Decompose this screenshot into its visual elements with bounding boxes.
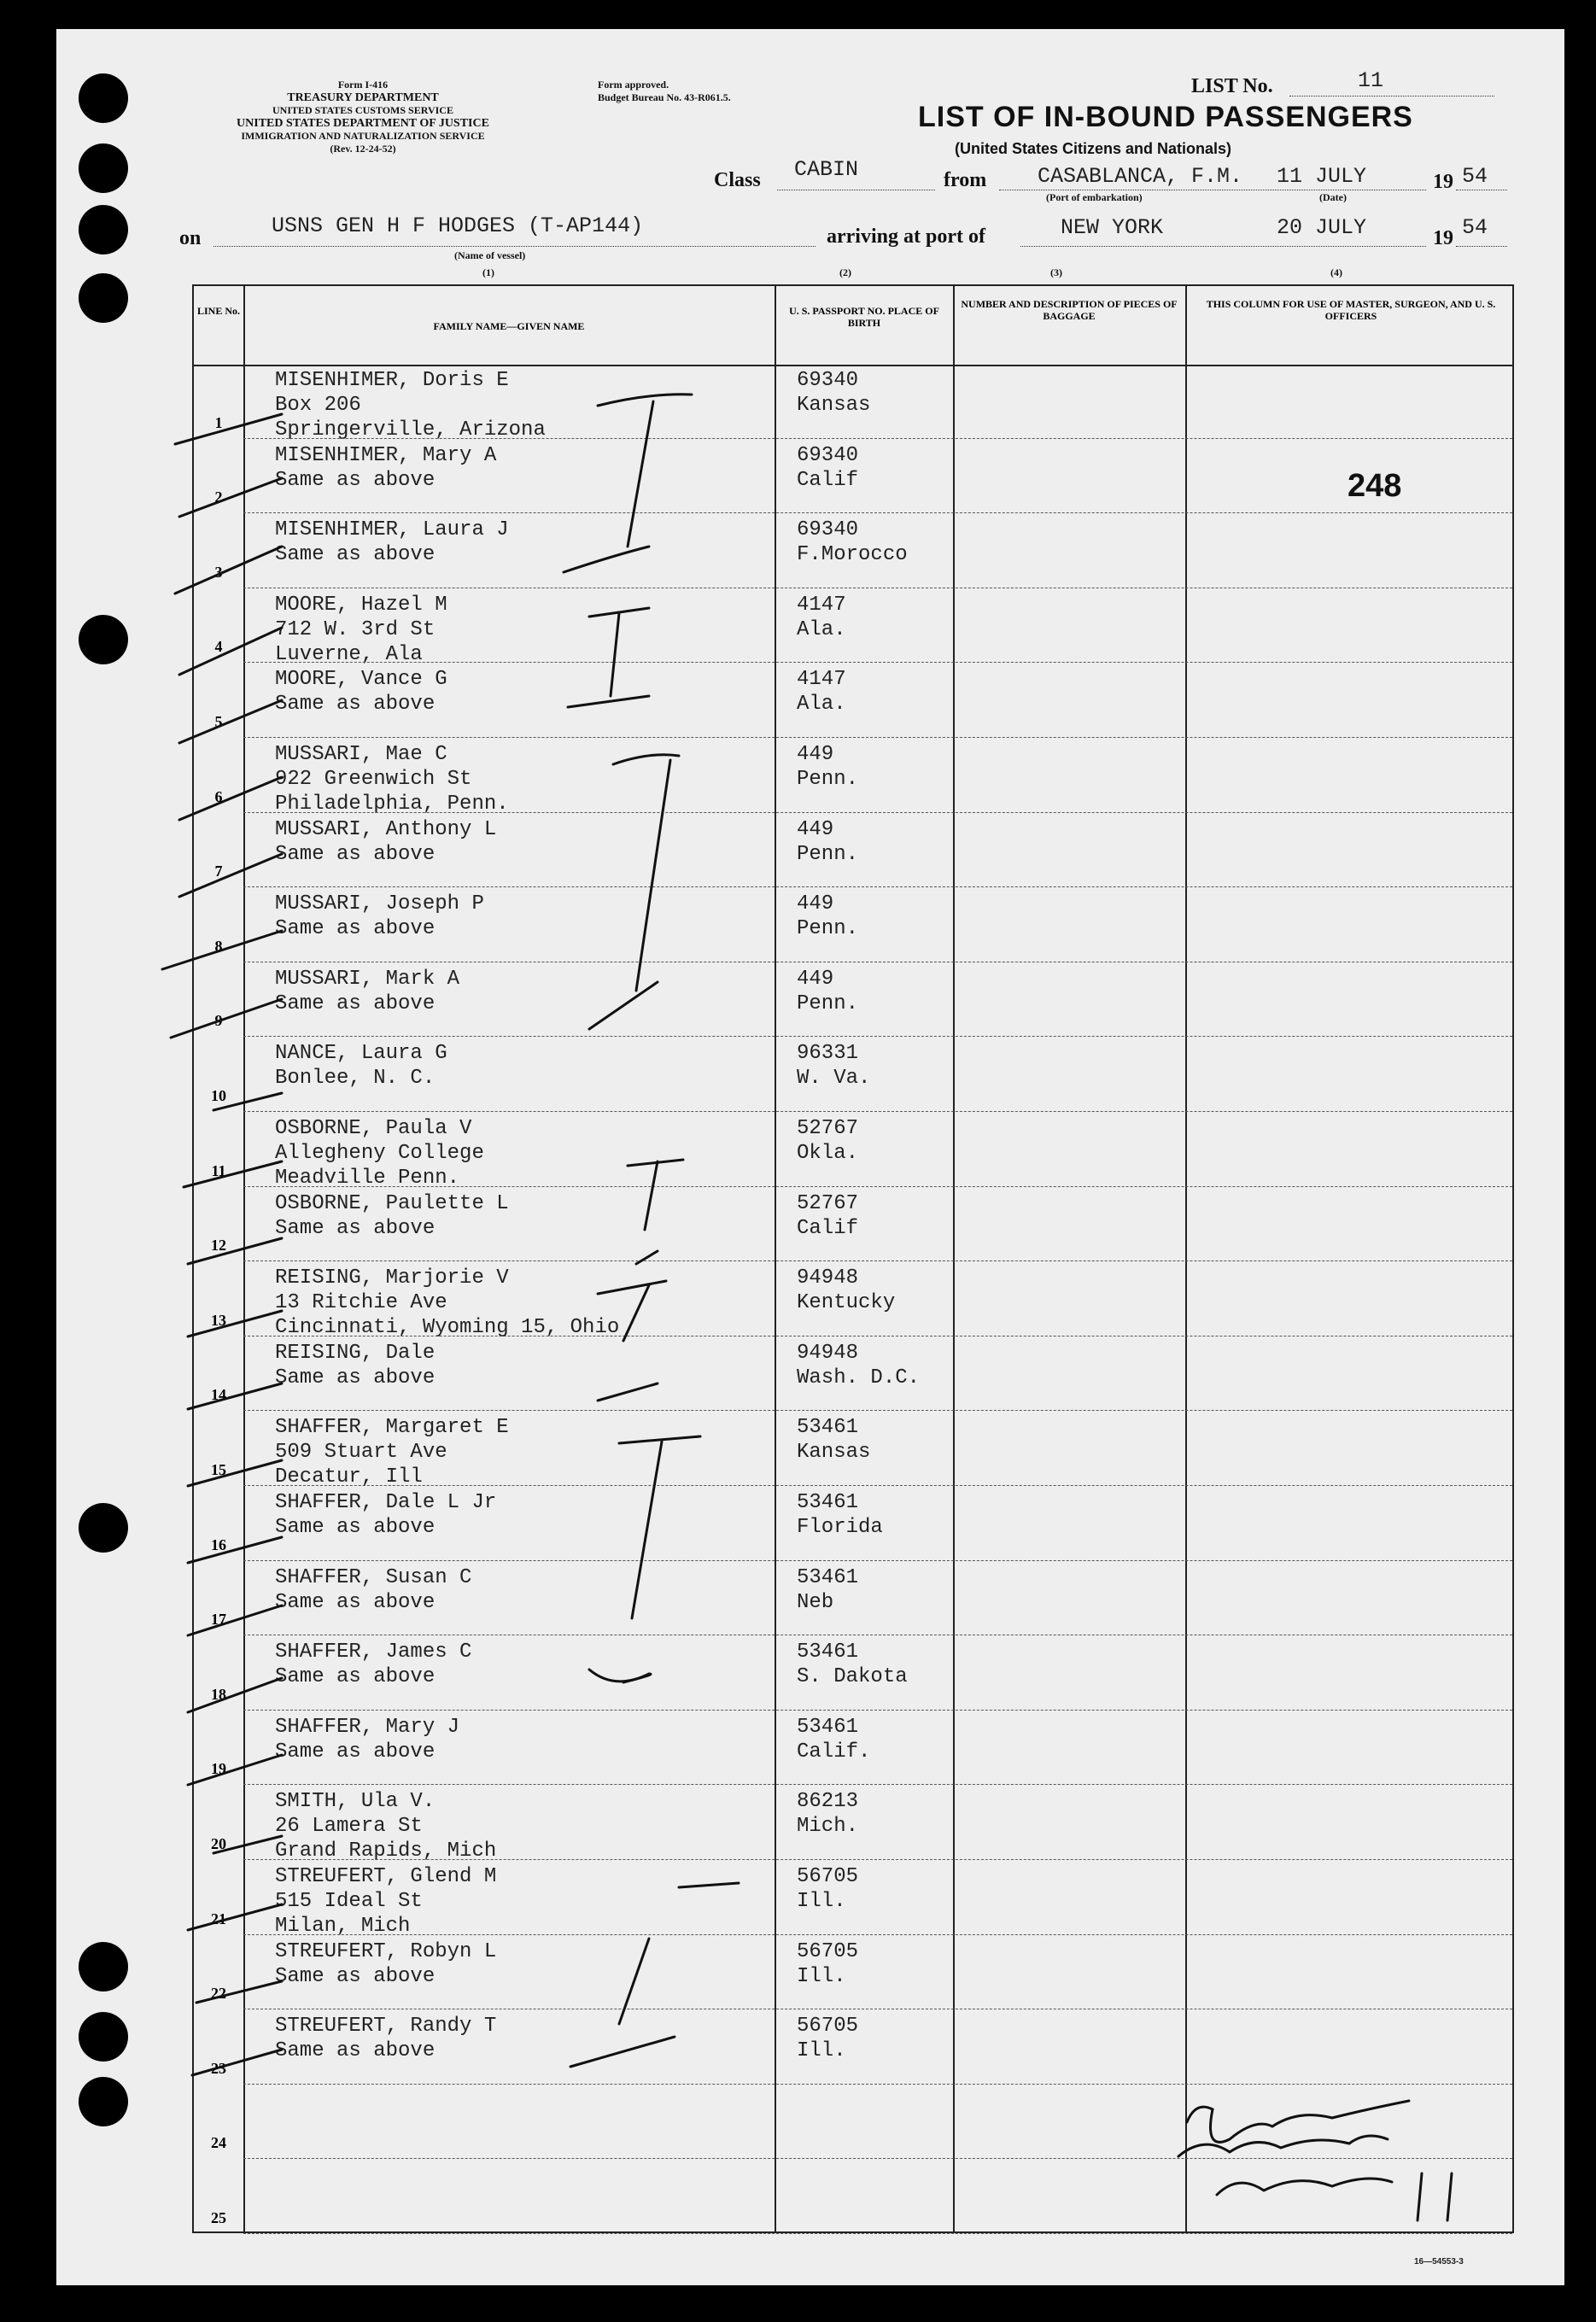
table-row (194, 1412, 1512, 1487)
place-of-birth: Kentucky (797, 1291, 896, 1315)
table-row (194, 2085, 1512, 2161)
table-row (194, 1188, 1512, 1263)
table-row (194, 589, 1512, 664)
passenger-name: STREUFERT, Glend M (275, 1865, 497, 1888)
row-divider (243, 2158, 1512, 2159)
line-number: 8 (214, 937, 223, 955)
passenger-address-line: Same as above (275, 1740, 436, 1763)
passport-birthplace (797, 1640, 908, 1689)
line-number: 4 (214, 638, 223, 656)
form-agency-block (171, 79, 555, 155)
passenger-table (192, 284, 1514, 2233)
table-row (194, 1262, 1512, 1340)
line-number: 24 (211, 2134, 226, 2152)
passport-number: 53461 (797, 1641, 859, 1664)
column-header-line: LINE No. (196, 305, 240, 317)
place-of-birth: Ill. (797, 1890, 846, 1913)
row-divider (243, 1710, 1512, 1711)
list-no-value: 11 (1358, 68, 1384, 93)
passenger-address-line: Same as above (275, 991, 436, 1015)
line-number: 23 (211, 2059, 226, 2077)
passenger-name: REISING, Marjorie V (275, 1266, 509, 1290)
row-divider (243, 1560, 1512, 1561)
vessel-line (213, 246, 816, 247)
table-row (194, 365, 1512, 440)
passport-birthplace (797, 1415, 870, 1465)
place-of-birth: Penn. (797, 768, 859, 791)
passenger-name: SHAFFER, Dale L Jr (275, 1491, 497, 1514)
passport-number: 449 (797, 817, 834, 841)
line-number: 11 (211, 1161, 226, 1179)
page-subtitle: (United States Citizens and Nationals) (955, 140, 1232, 157)
line-number: 17 (211, 1611, 226, 1629)
place-of-birth: Penn. (797, 991, 859, 1015)
binder-hole (79, 143, 128, 193)
passenger-name-address (275, 892, 484, 941)
passport-number: 52767 (797, 1191, 859, 1215)
place-of-birth: Ala. (797, 617, 846, 641)
line-number: 2 (214, 488, 223, 506)
table-row (194, 1337, 1512, 1413)
passenger-name-address (275, 1191, 509, 1241)
embarkation-year: 54 (1462, 164, 1488, 189)
page-title: LIST OF IN-BOUND PASSENGERS (918, 101, 1413, 133)
passenger-name: NANCE, Laura G (275, 1042, 447, 1066)
arrival-line (1020, 246, 1426, 247)
place-of-birth: S. Dakota (797, 1665, 908, 1689)
passenger-name-address (275, 443, 496, 493)
passenger-address-line: Same as above (275, 1516, 436, 1539)
table-row (194, 1861, 1512, 1936)
row-divider (243, 1036, 1512, 1037)
place-of-birth: Okla. (797, 1142, 859, 1165)
place-of-birth: Kansas (797, 1441, 871, 1465)
passport-number: 69340 (797, 518, 859, 542)
passenger-name: MUSSARI, Joseph P (275, 892, 484, 916)
passport-birthplace (797, 1789, 858, 1839)
row-divider (243, 2233, 1512, 2234)
line-number: 14 (211, 1386, 226, 1404)
passenger-name-address (275, 368, 546, 442)
passenger-address-line: 922 Greenwich St (275, 768, 472, 791)
place-of-birth: Calif. (797, 1740, 871, 1763)
line-number: 3 (214, 563, 223, 581)
form-revision: (Rev. 12-24-52) (330, 143, 396, 155)
table-row (194, 1038, 1512, 1113)
passenger-name: MISENHIMER, Doris E (275, 369, 509, 392)
passport-birthplace (797, 1490, 883, 1540)
passenger-name-address (275, 1415, 509, 1489)
ins-service: IMMIGRATION AND NATURALIZATION SERVICE (241, 130, 485, 142)
budget-bureau-no: Budget Bureau No. 43-R061.5. (598, 91, 731, 103)
line-number: 25 (211, 2208, 226, 2226)
table-row (194, 1487, 1512, 1562)
passport-birthplace (797, 2014, 858, 2063)
arrival-date: 20 JULY (1277, 215, 1367, 240)
line-number: 20 (211, 1834, 226, 1852)
row-divider (243, 737, 1512, 738)
budget-block (598, 79, 731, 104)
list-no-label: LIST No. (1191, 75, 1273, 97)
passport-number: 449 (797, 967, 834, 991)
passport-birthplace (797, 1715, 870, 1764)
place-of-birth: Ill. (797, 1964, 846, 1988)
place-of-birth: Kansas (797, 394, 871, 417)
row-divider (243, 438, 1512, 439)
passenger-name: OSBORNE, Paula V (275, 1117, 472, 1140)
binder-hole (79, 273, 128, 323)
passenger-address-line: 509 Stuart Ave (275, 1441, 447, 1465)
passenger-address-line: 515 Ideal St (275, 1890, 423, 1913)
place-of-birth: Penn. (797, 842, 859, 866)
place-of-birth: Penn. (797, 917, 859, 941)
arriving-label: arriving at port of (827, 225, 985, 248)
passenger-name-address (275, 742, 509, 816)
passenger-name: REISING, Dale (275, 1341, 436, 1365)
passenger-name-address (275, 1565, 471, 1615)
row-divider (243, 1260, 1512, 1261)
table-row (194, 739, 1512, 814)
passport-number: 56705 (797, 1865, 859, 1888)
passenger-address-line: Allegheny College (275, 1142, 484, 1165)
passenger-name: MISENHIMER, Laura J (275, 518, 509, 542)
port-caption: (Port of embarkation) (1046, 191, 1143, 203)
table-row (194, 1562, 1512, 1637)
passenger-name: STREUFERT, Randy T (275, 2015, 497, 2038)
passport-birthplace (797, 368, 870, 418)
passenger-name-address (275, 817, 496, 867)
line-number: 1 (214, 413, 223, 431)
passport-birthplace (797, 1116, 858, 1166)
passenger-name-address (275, 1116, 484, 1190)
passport-birthplace (797, 1266, 895, 1315)
passenger-address-line: 26 Lamera St (275, 1815, 423, 1839)
embarkation-date: 11 JULY (1277, 164, 1367, 189)
passport-birthplace (797, 667, 846, 716)
binder-hole (79, 2077, 128, 2126)
list-no-line (1289, 96, 1494, 97)
passenger-address-line: Philadelphia, Penn. (275, 793, 509, 816)
passenger-name-address (275, 1041, 447, 1091)
binder-hole (79, 1942, 128, 1992)
row-divider (243, 812, 1512, 813)
passport-birthplace (797, 1864, 858, 1914)
treasury-dept: TREASURY DEPARTMENT (287, 91, 439, 104)
passenger-name-address (275, 593, 447, 667)
passenger-name-address (275, 1490, 496, 1540)
vessel-caption: (Name of vessel) (454, 249, 526, 261)
row-divider (243, 662, 1512, 663)
line-number: 10 (211, 1086, 226, 1104)
row-divider (243, 1186, 1512, 1187)
passenger-name: SHAFFER, Susan C (275, 1565, 472, 1589)
column-number: (1) (482, 266, 494, 278)
place-of-birth: Ala. (797, 693, 846, 716)
passport-birthplace (797, 1939, 858, 1989)
column-number: (4) (1330, 266, 1342, 278)
year-prefix: 19 (1433, 227, 1453, 249)
passport-number: 52767 (797, 1117, 859, 1140)
passport-number: 449 (797, 892, 834, 916)
year-prefix: 19 (1433, 171, 1453, 193)
passport-number: 53461 (797, 1715, 859, 1739)
arrival-year: 54 (1462, 215, 1488, 240)
row-divider (243, 886, 1512, 887)
passenger-name-address (275, 1939, 496, 1989)
table-row (194, 664, 1512, 739)
passenger-address-line: Grand Rapids, Mich (275, 1839, 497, 1863)
place-of-birth: Florida (797, 1516, 883, 1539)
port-of-embarkation: CASABLANCA, F.M. (1038, 164, 1243, 189)
table-row (194, 1711, 1512, 1787)
line-number: 13 (211, 1311, 226, 1329)
row-divider (243, 2084, 1512, 2085)
passenger-name: MOORE, Hazel M (275, 593, 447, 617)
table-row (194, 1113, 1512, 1188)
line-number: 22 (211, 1985, 226, 2003)
class-label: Class (714, 169, 761, 191)
passenger-address-line: Meadville Penn. (275, 1167, 460, 1190)
place-of-birth: Wash. D.C. (797, 1366, 921, 1389)
passport-birthplace (797, 742, 858, 792)
passport-number: 449 (797, 743, 834, 766)
passenger-name: MUSSARI, Mae C (275, 743, 447, 766)
passport-number: 96331 (797, 1042, 859, 1066)
passenger-name-address (275, 1789, 496, 1863)
passport-number: 56705 (797, 2015, 859, 2038)
row-divider (243, 1485, 1512, 1486)
customs-service: UNITED STATES CUSTOMS SERVICE (272, 104, 453, 116)
passport-birthplace (797, 1341, 920, 1390)
passenger-name-address (275, 1266, 619, 1340)
passenger-name-address (275, 1715, 459, 1764)
passenger-name-address (275, 1864, 496, 1939)
row-divider (243, 1111, 1512, 1112)
on-label: on (179, 227, 202, 249)
passenger-address-line: 13 Ritchie Ave (275, 1291, 447, 1315)
vessel-name: USNS GEN H F HODGES (T-AP144) (272, 213, 644, 238)
passenger-name: MISENHIMER, Mary A (275, 443, 497, 467)
place-of-birth: Calif (797, 468, 859, 492)
passenger-address-line: 712 W. 3rd St (275, 617, 436, 641)
passport-number: 56705 (797, 1939, 859, 1963)
arrival-port: NEW YORK (1061, 215, 1164, 240)
table-row (194, 2010, 1512, 2085)
passenger-address-line: Luverne, Ala (275, 642, 423, 666)
passenger-name: SHAFFER, Mary J (275, 1715, 460, 1739)
table-row (194, 440, 1512, 515)
passenger-name-address (275, 1341, 435, 1390)
passport-birthplace (797, 892, 858, 941)
passenger-address-line: Same as above (275, 1964, 436, 1988)
line-number: 9 (214, 1012, 223, 1030)
passenger-address-line: Same as above (275, 693, 436, 716)
place-of-birth: Ill. (797, 2039, 846, 2063)
officer-count-stamp: 248 (1348, 468, 1402, 504)
passport-number: 94948 (797, 1341, 859, 1365)
passenger-address-line: Milan, Mich (275, 1915, 411, 1938)
passenger-name-address (275, 518, 509, 567)
row-divider (243, 1410, 1512, 1411)
passport-birthplace (797, 518, 908, 567)
binder-hole (79, 205, 128, 254)
table-row (194, 814, 1512, 889)
binder-hole (79, 615, 128, 664)
column-header-name: FAMILY NAME—GIVEN NAME (433, 320, 585, 332)
passenger-address-line: Bonlee, N. C. (275, 1067, 436, 1091)
line-number: 16 (211, 1535, 226, 1553)
column-header-passport: U. S. PASSPORT NO. PLACE OF BIRTH (789, 305, 939, 329)
passenger-address-line: Same as above (275, 468, 436, 492)
passenger-name: MOORE, Vance G (275, 668, 447, 692)
justice-dept: UNITED STATES DEPARTMENT OF JUSTICE (237, 117, 489, 130)
place-of-birth: Mich. (797, 1815, 859, 1839)
footer-code: 16—54553-3 (1414, 2257, 1464, 2266)
passenger-address-line: Same as above (275, 1665, 436, 1689)
passport-number: 53461 (797, 1491, 859, 1514)
class-value: CABIN (794, 157, 859, 182)
passenger-name-address (275, 2014, 496, 2063)
passenger-address-line: Springerville, Arizona (275, 418, 546, 442)
passenger-name: SMITH, Ula V. (275, 1790, 436, 1814)
passport-number: 69340 (797, 369, 859, 392)
passport-number: 4147 (797, 668, 846, 692)
table-row (194, 2160, 1512, 2235)
binder-hole (79, 73, 128, 123)
passport-number: 94948 (797, 1266, 859, 1290)
passenger-address-line: Same as above (275, 2039, 436, 2063)
column-number: (3) (1050, 266, 1062, 278)
place-of-birth: W. Va. (797, 1067, 871, 1091)
passenger-name-address (275, 967, 459, 1016)
line-number: 18 (211, 1685, 226, 1703)
table-row (194, 888, 1512, 963)
form-number: Form I-416 (337, 79, 389, 91)
column-header-baggage: NUMBER AND DESCRIPTION OF PIECES OF BAGGAGE (961, 298, 1178, 322)
passenger-address-line: Same as above (275, 917, 436, 941)
passport-birthplace (797, 1041, 870, 1091)
passport-number: 53461 (797, 1416, 859, 1440)
passenger-address-line: Same as above (275, 842, 436, 866)
passenger-address-line: Cincinnati, Wyoming 15, Ohio (275, 1316, 620, 1340)
column-number: (2) (839, 266, 851, 278)
passport-number: 86213 (797, 1790, 859, 1814)
row-divider (243, 1784, 1512, 1785)
passenger-name: STREUFERT, Robyn L (275, 1939, 497, 1963)
binder-hole (79, 2012, 128, 2062)
year-line (1456, 246, 1507, 247)
passport-birthplace (797, 443, 858, 493)
passenger-address-line: Same as above (275, 1216, 436, 1240)
binder-hole (79, 1503, 128, 1553)
passenger-address-line: Decatur, Ill (275, 1465, 423, 1489)
passenger-name: SHAFFER, James C (275, 1641, 472, 1664)
passenger-address-line: Box 206 (275, 394, 361, 417)
passenger-name: OSBORNE, Paulette L (275, 1191, 509, 1215)
passport-number: 53461 (797, 1565, 859, 1589)
passenger-address-line: Same as above (275, 1590, 436, 1614)
line-number: 6 (214, 787, 223, 805)
table-row (194, 1936, 1512, 2011)
passport-number: 4147 (797, 593, 846, 617)
form-approved: Form approved. (598, 79, 669, 91)
passenger-address-line: Same as above (275, 543, 436, 567)
row-divider (243, 1934, 1512, 1935)
table-row (194, 963, 1512, 1038)
from-label: from (944, 169, 987, 191)
place-of-birth: F.Morocco (797, 543, 908, 567)
table-row (194, 1636, 1512, 1711)
place-of-birth: Calif (797, 1216, 859, 1240)
passport-birthplace (797, 1191, 858, 1241)
line-number: 19 (211, 1760, 226, 1778)
place-of-birth: Neb (797, 1590, 834, 1614)
passenger-name: MUSSARI, Mark A (275, 967, 460, 991)
line-number: 15 (211, 1460, 226, 1478)
column-header-officers: THIS COLUMN FOR USE OF MASTER, SURGEON, AND U. S. OFFICERS (1206, 298, 1496, 322)
passenger-name-address (275, 1640, 471, 1689)
passport-birthplace (797, 817, 858, 867)
table-row (194, 1786, 1512, 1861)
passenger-name: SHAFFER, Margaret E (275, 1416, 509, 1440)
passport-birthplace (797, 967, 858, 1016)
passenger-address-line: Same as above (275, 1366, 436, 1389)
line-number: 21 (211, 1910, 226, 1927)
line-number: 12 (211, 1237, 226, 1255)
row-divider (243, 512, 1512, 513)
passenger-name-address (275, 667, 447, 716)
row-divider (243, 1859, 1512, 1860)
date-caption: (Date) (1319, 191, 1347, 203)
passport-birthplace (797, 1565, 858, 1615)
table-row (194, 514, 1512, 589)
line-number: 5 (214, 712, 223, 730)
line-number: 7 (214, 863, 223, 880)
passport-number: 69340 (797, 443, 859, 467)
passport-birthplace (797, 593, 846, 642)
passenger-name: MUSSARI, Anthony L (275, 817, 497, 841)
